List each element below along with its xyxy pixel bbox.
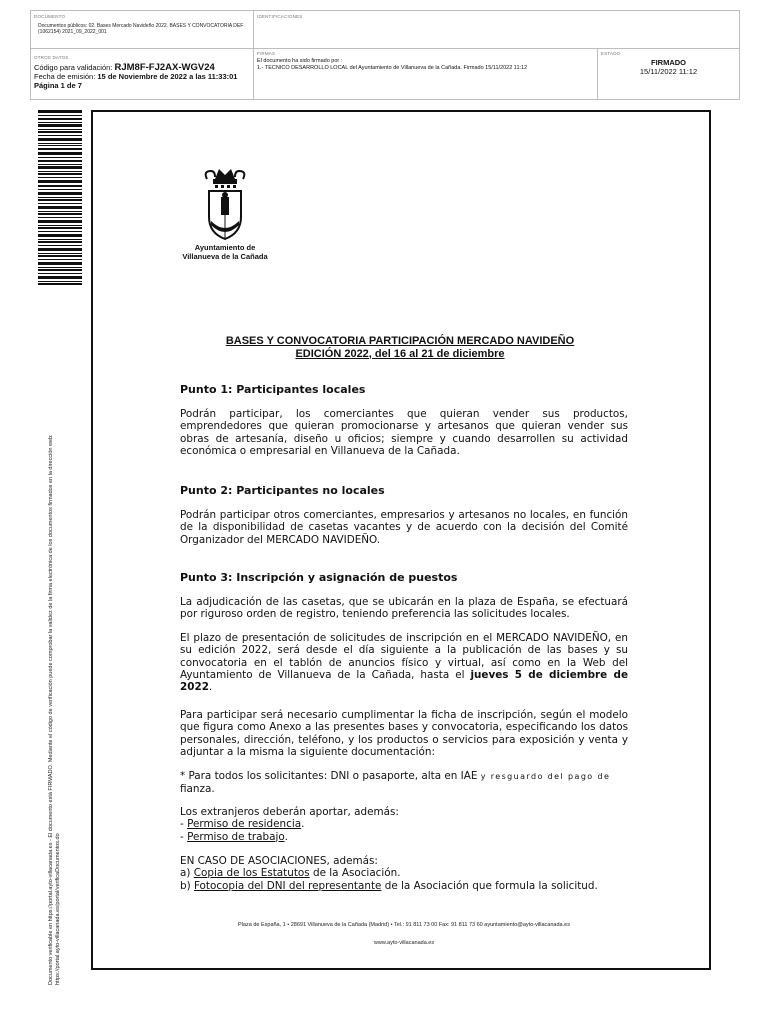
side-line1: Documento verificable en https://portal.ayto-villacanada.es - El documento está FIRMADO. Mediante el código de verificación puede comprobar la validez de la firma electrónica de los documentos firmados en la dirección web:: [48, 434, 54, 985]
item-b-prefix: b): [180, 879, 194, 892]
footer-web: www.ayto-villacanada.es: [373, 940, 435, 946]
associations-intro: EN CASO DE ASOCIACIONES, además:: [180, 855, 378, 867]
coat-of-arms-logo: [185, 165, 265, 245]
estado-value: FIRMADO: [651, 58, 686, 67]
section-3-heading: Punto 3: Inscripción y asignación de puestos: [180, 571, 458, 584]
item2-prefix: -: [180, 830, 188, 843]
verification-side-text: [48, 434, 62, 985]
section-2-heading: Punto 2: Participantes no locales: [180, 484, 385, 497]
section-3-text-2: [180, 632, 628, 693]
deadline-intro: El plazo de presentación de solicitudes de inscripción en el MERCADO NAVIDEÑO, en su edición 2022, será desde el día siguiente a la publicación de las bases y su convocatoria en el tablón de anuncios físico y virtual, así como en la Web del Ayuntamiento de Villanueva de la Cañada, hasta el: [180, 632, 628, 681]
codigo-value: RJM8F-FJ2AX-WGV24: [114, 62, 215, 73]
signature-header: [30, 10, 740, 100]
item1-prefix: -: [180, 818, 188, 831]
foreigners-item-residence: [180, 818, 628, 830]
item2-suffix: .: [284, 830, 288, 843]
item-a-suffix: de la Asociación.: [309, 867, 401, 880]
section-1-text: Podrán participar, los comerciantes que quieran vender sus productos, emprendedores que quieran promocionarse y artesanos que quieran vender sus obras de artesanía, diseño u oficios; siempre y cuando desarrollen su actividad económica o empresarial en Villanueva de la Cañada.: [180, 408, 628, 457]
logo-line2: Villanueva de la Cañada: [182, 252, 268, 261]
side-line2: https://portal.ayto-villacanada.es/portal/verificaDocumentos.do: [55, 833, 61, 985]
section-2-text: Podrán participar otros comerciantes, empresarios y artesanos no locales, en función de la disponibilidad de casetas vacantes y de acuerdo con la decisión del Comité Organizador del MERCADO NAVIDEÑO.: [180, 509, 628, 546]
codigo-label: Código para validación:: [34, 63, 113, 72]
section-3-associations: [180, 855, 628, 892]
item-b-suffix: de la Asociación que formula la solicitud.: [381, 879, 598, 892]
copia-estatutos: Copia de los Estatutos: [193, 867, 310, 880]
identificaciones-label: IDENTIFICACIONES: [257, 14, 303, 19]
requirements-fianza: fianza.: [180, 783, 215, 796]
barcode: [38, 110, 82, 285]
permiso-residencia: Permiso de residencia: [187, 818, 302, 831]
section-3-text-1: La adjudicación de las casetas, que se ubicarán en la plaza de España, se efectuará por riguroso orden de registro, teniendo preferencia las solicitudes locales.: [180, 596, 628, 621]
firmas-line1: El documento ha sido firmado por :: [257, 58, 343, 64]
section-3-text-4: [180, 770, 628, 796]
footer-address: Plaza de España, 1 • 28691 Villanueva de la Cañada (Madrid) • Tel.: 91 811 73 00 Fax: 91 811 73 60 ayuntamiento@ayto-villacanada.es: [238, 922, 570, 928]
title-line1: BASES Y CONVOCATORIA PARTICIPACIÓN MERCADO NAVIDEÑO: [225, 335, 575, 347]
associations-item-b: [180, 880, 628, 892]
section-3-foreigners: [180, 806, 628, 843]
firmas-label: FIRMAS: [257, 51, 276, 56]
estado-label: ESTADO: [601, 51, 621, 56]
documento-label: DOCUMENTO: [34, 14, 66, 19]
fecha-label: Fecha de emisión:: [34, 72, 96, 81]
item1-suffix: .: [301, 818, 305, 831]
title-line2: EDICIÓN 2022, del 16 al 21 de diciembre: [295, 347, 505, 360]
deadline-date: jueves 5 de diciembre de 2022: [180, 668, 628, 694]
document-title: [190, 335, 610, 360]
logo-caption: [165, 243, 285, 261]
requirements-fee: y resguardo del pago de: [480, 772, 611, 781]
permiso-trabajo: Permiso de trabajo: [187, 830, 285, 843]
documento-text: Documentos públicos: 02. Bases Mercado Navideño 2022. BASES Y CONVOCATORIA DEF (1062154) 2021_09_2022_001: [38, 23, 244, 35]
associations-item-a: [180, 867, 628, 879]
fecha-value: 15 de Noviembre de 2022 a las 11:33:01: [97, 72, 238, 81]
estado-date: 15/11/2022 11:12: [639, 67, 698, 76]
logo-line1: Ayuntamiento de: [194, 243, 256, 252]
firmas-line2: 1.- TECNICO DESARROLLO LOCAL del Ayuntamiento de Villanueva de la Cañada. Firmado 15/11/2022 11:12: [257, 65, 528, 71]
section-3-text-3: Para participar será necesario cumplimentar la ficha de inscripción, según el modelo que figura como Anexo a las presentes bases y convocatoria, especificando los datos personales, dirección, teléfono, y los productos o servicios para exposición y venta y adjuntar a la misma la siguiente documentación:: [180, 709, 628, 758]
requirements-all: * Para todos los solicitantes: DNI o pasaporte, alta en IAE: [180, 770, 481, 782]
foreigners-item-work: [180, 831, 628, 843]
item-a-prefix: a): [180, 867, 194, 880]
deadline-end: .: [208, 681, 213, 694]
fotocopia-dni: Fotocopia del DNI del representante: [193, 879, 382, 892]
otros-datos-label: OTROS DATOS: [34, 55, 69, 60]
section-1-heading: Punto 1: Participantes locales: [180, 383, 366, 396]
foreigners-intro: Los extranjeros deberán aportar, además:: [180, 806, 399, 818]
page-count: Página 1 de 7: [34, 81, 82, 90]
